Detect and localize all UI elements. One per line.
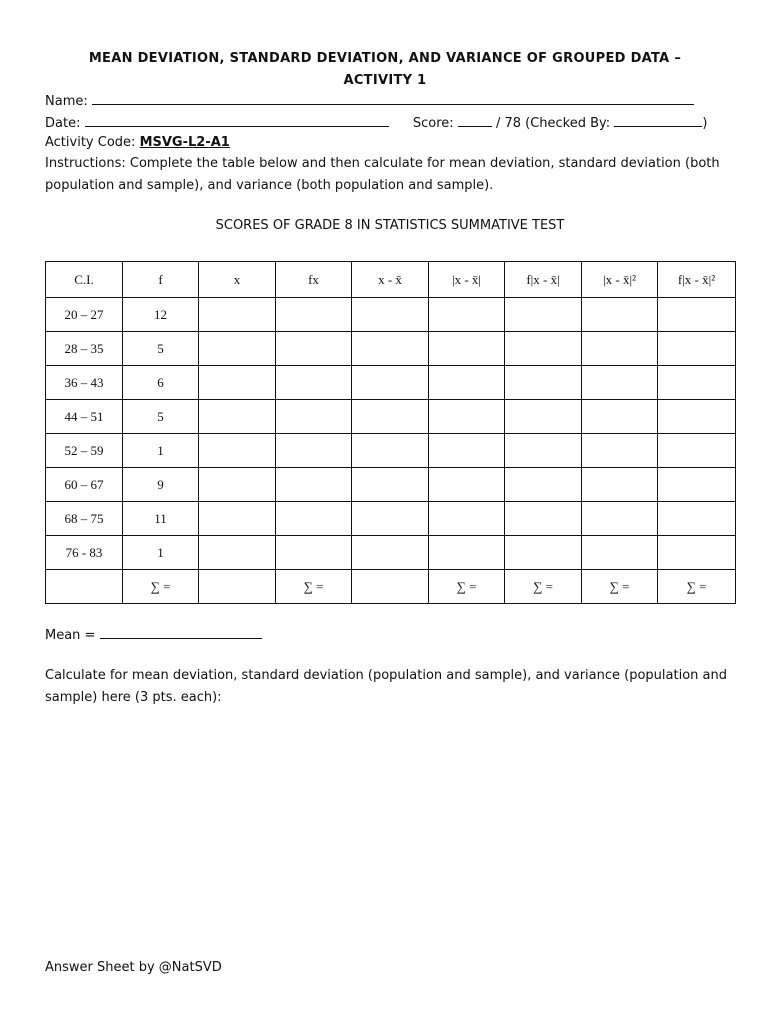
title-line-1: MEAN DEVIATION, STANDARD DEVIATION, AND VARIANCE OF GROUPED DATA – (88, 51, 682, 66)
f-cell: 5 (123, 332, 199, 366)
mean-blank[interactable] (100, 624, 262, 639)
blank-cell[interactable] (352, 298, 429, 332)
blank-cell[interactable] (658, 468, 736, 502)
table-row (46, 366, 736, 400)
blank-cell[interactable] (505, 536, 582, 570)
mean-row (45, 624, 262, 643)
blank-cell[interactable] (199, 536, 276, 570)
title-line-2: ACTIVITY 1 (343, 73, 427, 88)
blank-cell[interactable] (429, 400, 505, 434)
table-title: SCORES OF GRADE 8 IN STATISTICS SUMMATIVE TEST (215, 218, 565, 233)
blank-cell[interactable] (505, 434, 582, 468)
table-row (46, 502, 736, 536)
table-row (46, 332, 736, 366)
blank-cell[interactable] (276, 332, 352, 366)
ci-cell: 60 – 67 (46, 468, 123, 502)
blank-cell[interactable] (582, 434, 658, 468)
blank-cell[interactable] (199, 400, 276, 434)
name-label: Name: (45, 94, 88, 109)
blank-cell[interactable] (352, 502, 429, 536)
blank-cell[interactable] (276, 400, 352, 434)
blank-cell[interactable] (352, 366, 429, 400)
activity-code-label: Activity Code: (45, 135, 136, 150)
sum-fx-cell[interactable]: ∑ = (276, 570, 352, 604)
f-cell: 5 (123, 400, 199, 434)
blank-cell[interactable] (352, 536, 429, 570)
table-row (46, 468, 736, 502)
footer-credit: Answer Sheet by @NatSVD (45, 960, 222, 975)
name-row (45, 90, 694, 112)
table-row (46, 536, 736, 570)
col-abs-dev: |x - x̄| (429, 262, 505, 298)
f-cell: 1 (123, 536, 199, 570)
col-f: f (123, 262, 199, 298)
blank-cell[interactable] (199, 434, 276, 468)
ci-cell: 68 – 75 (46, 502, 123, 536)
col-x: x (199, 262, 276, 298)
blank-cell (46, 570, 123, 604)
blank-cell[interactable] (199, 332, 276, 366)
blank-cell[interactable] (276, 502, 352, 536)
ci-cell: 44 – 51 (46, 400, 123, 434)
blank-cell[interactable] (505, 332, 582, 366)
sum-abs-dev-sq-cell[interactable]: ∑ = (582, 570, 658, 604)
blank-cell[interactable] (199, 468, 276, 502)
blank-cell[interactable] (429, 332, 505, 366)
header-row (46, 262, 736, 298)
blank-cell[interactable] (429, 366, 505, 400)
blank-cell[interactable] (582, 536, 658, 570)
score-blank[interactable] (458, 112, 492, 127)
f-cell: 11 (123, 502, 199, 536)
blank-cell[interactable] (658, 400, 736, 434)
blank-cell[interactable] (582, 332, 658, 366)
blank-cell[interactable] (582, 468, 658, 502)
blank-cell[interactable] (582, 400, 658, 434)
blank-cell (199, 570, 276, 604)
f-cell: 1 (123, 434, 199, 468)
col-fx: fx (276, 262, 352, 298)
date-label: Date: (45, 116, 81, 131)
blank-cell[interactable] (582, 366, 658, 400)
col-x-minus-mean: x - x̄ (352, 262, 429, 298)
score-total: / 78 (Checked By: (495, 116, 611, 131)
f-cell: 12 (123, 298, 199, 332)
blank-cell[interactable] (352, 400, 429, 434)
blank-cell[interactable] (276, 536, 352, 570)
worksheet-title (40, 48, 730, 92)
blank-cell[interactable] (429, 434, 505, 468)
f-cell: 6 (123, 366, 199, 400)
blank-cell[interactable] (505, 298, 582, 332)
instructions: Instructions: Complete the table below and then calculate for mean deviation, standard deviation (both population and sample), and variance (both population and sample). (45, 156, 720, 193)
blank-cell[interactable] (352, 468, 429, 502)
col-ci: C.I. (46, 262, 123, 298)
date-score-row (45, 112, 707, 134)
name-blank[interactable] (92, 90, 694, 105)
blank-cell[interactable] (199, 298, 276, 332)
blank-cell[interactable] (658, 434, 736, 468)
blank-cell[interactable] (276, 366, 352, 400)
blank-cell[interactable] (352, 434, 429, 468)
score-label: Score: (412, 116, 454, 131)
ci-cell: 76 - 83 (46, 536, 123, 570)
activity-code-value: MSVG-L2-A1 (139, 135, 230, 150)
f-cell: 9 (123, 468, 199, 502)
blank-cell[interactable] (658, 366, 736, 400)
sum-f-abs-dev-sq-cell[interactable]: ∑ = (658, 570, 736, 604)
blank-cell[interactable] (582, 298, 658, 332)
mean-label: Mean = (45, 628, 96, 643)
blank-cell[interactable] (276, 468, 352, 502)
blank-cell[interactable] (582, 502, 658, 536)
sum-f-cell[interactable]: ∑ = (123, 570, 199, 604)
blank-cell[interactable] (505, 400, 582, 434)
col-abs-dev-sq: |x - x̄|² (582, 262, 658, 298)
blank-cell[interactable] (658, 298, 736, 332)
score-close: ) (702, 116, 708, 131)
blank-cell[interactable] (505, 366, 582, 400)
blank-cell[interactable] (352, 332, 429, 366)
blank-cell[interactable] (429, 468, 505, 502)
blank-cell[interactable] (505, 468, 582, 502)
blank-cell[interactable] (429, 298, 505, 332)
blank-cell[interactable] (658, 502, 736, 536)
blank-cell[interactable] (429, 502, 505, 536)
sum-abs-dev-cell[interactable]: ∑ = (429, 570, 505, 604)
col-f-abs-dev: f|x - x̄| (505, 262, 582, 298)
sum-f-abs-dev-cell[interactable]: ∑ = (505, 570, 582, 604)
ci-cell: 52 – 59 (46, 434, 123, 468)
blank-cell[interactable] (505, 502, 582, 536)
blank-cell[interactable] (199, 366, 276, 400)
activity-code-row (45, 133, 230, 153)
blank-cell[interactable] (276, 434, 352, 468)
table-row (46, 400, 736, 434)
col-f-abs-dev-sq: f|x - x̄|² (658, 262, 736, 298)
table-row (46, 298, 736, 332)
checked-by-blank[interactable] (614, 112, 702, 127)
table-row (46, 434, 736, 468)
calculation-instructions: Calculate for mean deviation, standard deviation (population and sample), and variance (population and sample) here (3 pts. each): (45, 668, 727, 705)
blank-cell[interactable] (658, 536, 736, 570)
frequency-table (45, 261, 736, 604)
blank-cell[interactable] (429, 536, 505, 570)
blank-cell[interactable] (658, 332, 736, 366)
blank-cell[interactable] (276, 298, 352, 332)
ci-cell: 36 – 43 (46, 366, 123, 400)
ci-cell: 28 – 35 (46, 332, 123, 366)
blank-cell (352, 570, 429, 604)
date-blank[interactable] (85, 112, 389, 127)
blank-cell[interactable] (199, 502, 276, 536)
sum-row (46, 570, 736, 604)
ci-cell: 20 – 27 (46, 298, 123, 332)
